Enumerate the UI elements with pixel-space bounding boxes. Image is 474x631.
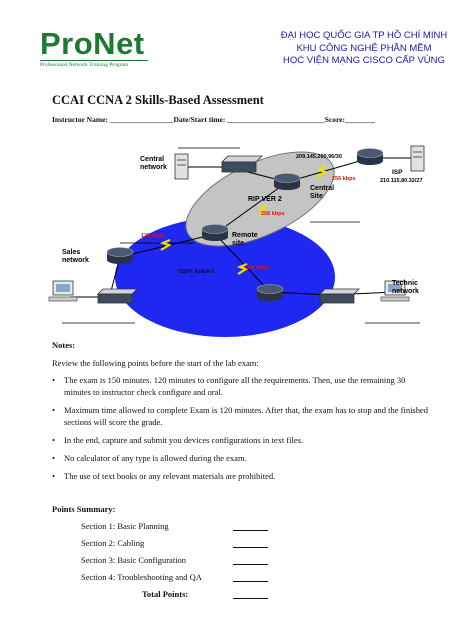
router-icon — [107, 248, 133, 265]
router-icon — [274, 174, 300, 191]
score-blank — [233, 555, 268, 565]
list-item: • The exam is 150 minutes. 120 minutes to configure all the requirements. Then, use the remaining 30 minutes to instructor check configure and oral. — [52, 374, 432, 398]
org-line: ĐẠI HỌC QUỐC GIA TP HỒ CHÍ MINH — [280, 30, 448, 41]
switch-icon — [320, 289, 359, 303]
network-diagram — [40, 142, 440, 337]
org-line: KHU CÔNG NGHỆ PHẦN MỀM — [296, 42, 432, 54]
score-blank — [233, 538, 268, 548]
list-item: • The use of text books or any relevant materials are prohibited. — [52, 470, 432, 482]
score-blank — [233, 589, 268, 599]
label-kbps: 128 kbps — [245, 265, 269, 271]
label-ospf: OSPF AREA 0 — [178, 269, 215, 275]
list-item: • No calculator of any type is allowed during the exam. — [52, 452, 432, 464]
label-rip: RIP VER 2 — [248, 196, 282, 203]
switch-icon — [222, 156, 262, 172]
computer-icon — [49, 281, 77, 301]
label-isp-ip1: 209.145.200.96/30 — [296, 154, 342, 160]
label-remote-site: Remote site — [232, 232, 258, 248]
label-kbps: 256 kbps — [261, 211, 285, 217]
label-isp-ip2: 210.115.80.32/27 — [380, 178, 423, 184]
points-row — [0, 572, 474, 584]
points-section-label: Section 2: Cabling — [81, 538, 145, 548]
score-blank — [233, 572, 268, 582]
total-points-label: Total Points: — [142, 589, 189, 599]
list-item: • Maximum time allowed to complete Exam is 120 minutes. After that, the exam has to stop and the finished sections will score the grade. — [52, 404, 432, 428]
label-kbps: 256 kbps — [332, 176, 356, 182]
score-blank — [233, 521, 268, 531]
server-icon — [175, 154, 188, 179]
points-row — [0, 521, 474, 533]
switch-icon — [98, 289, 137, 303]
notes-heading: Notes: — [52, 340, 76, 350]
points-section-label: Section 3: Basic Configuration — [81, 555, 187, 565]
points-total-row — [0, 589, 474, 601]
label-kbps: 128 kbps — [141, 233, 165, 239]
label-technic-network: Technic network — [392, 280, 419, 296]
points-row — [0, 555, 474, 567]
label-sales-network: Sales network — [62, 249, 89, 265]
page-title: CCAI CCNA 2 Skills-Based Assessment — [52, 93, 264, 107]
organization-block — [264, 30, 464, 68]
router-icon — [257, 285, 283, 302]
points-section-label: Section 1: Basic Planning — [81, 521, 169, 531]
label-isp: ISP — [392, 169, 403, 176]
server-icon — [411, 146, 424, 171]
label-central-network: Central network — [140, 156, 167, 172]
notes-list — [52, 374, 432, 488]
notes-intro: Review the following points before the start of the lab exam: — [52, 358, 259, 368]
label-central-site: Central Site — [310, 185, 335, 201]
logo-text: ProNet — [40, 26, 145, 61]
points-summary-heading: Points Summary: — [52, 504, 116, 514]
router-icon — [357, 149, 383, 166]
logo-tagline: Professional Network Training Program — [40, 60, 148, 68]
router-icon — [202, 225, 228, 242]
points-row — [0, 538, 474, 550]
pronet-logo — [40, 28, 148, 68]
points-section-label: Section 4: Troubleshooting and QA — [81, 572, 202, 582]
list-item: • In the end, capture and submit you devices configurations in text files. — [52, 434, 432, 446]
org-line: HỌC VIỆN MẠNG CISCO CẤP VÙNG — [283, 55, 445, 66]
header-fields: Instructor Name: _________________Date/Start time: __________________________Score:________ — [52, 115, 376, 124]
